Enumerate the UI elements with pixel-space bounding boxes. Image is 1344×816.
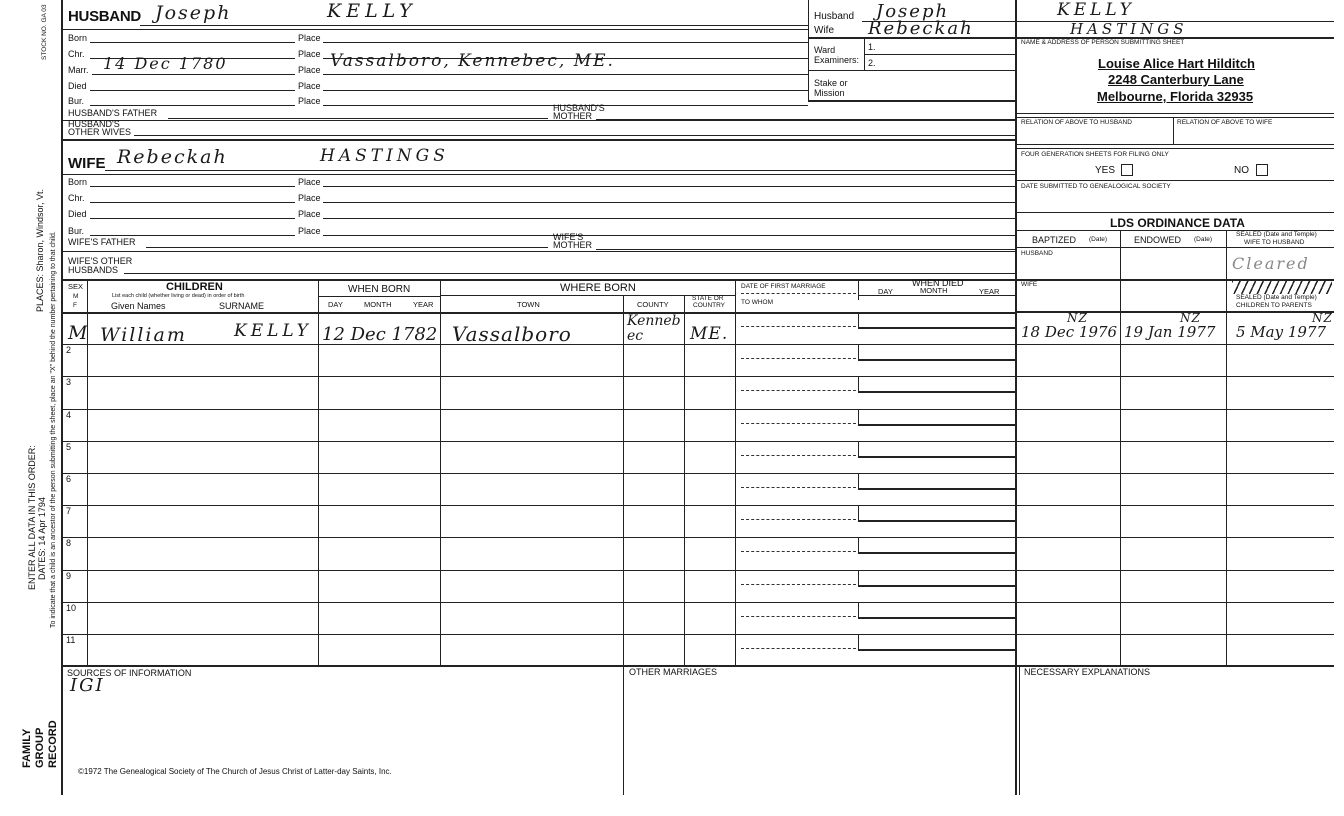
child1-county: Kennebec: [627, 313, 681, 344]
husband-label: HUSBAND: [68, 8, 141, 25]
header-husband-label: Husband: [814, 11, 855, 22]
places-note: PLACES: Sharon, Windsor, Vt.: [35, 188, 45, 312]
row-number: 11: [66, 635, 76, 645]
lds-row-divider: [1016, 602, 1334, 603]
wife-label: WIFE: [68, 155, 106, 172]
four-generation-label: FOUR GENERATION SHEETS FOR FILING ONLY: [1021, 151, 1169, 158]
died-tick: [858, 441, 859, 457]
row-number: 10: [66, 602, 77, 613]
family-label: FAMILY: [21, 728, 33, 768]
marriage-dash: [741, 326, 856, 327]
submitter-street: 2248 Canterbury Lane: [1108, 72, 1244, 87]
row-number: 2: [66, 345, 72, 356]
wife-surname: HASTINGS: [320, 146, 449, 166]
group-label: GROUP: [34, 727, 46, 768]
died-tick: [858, 344, 859, 360]
marriage-date: 14 Dec 1780: [103, 54, 228, 73]
wife-died-label: Died: [68, 209, 87, 219]
husband-chr-label: Chr.: [68, 49, 85, 59]
husband-died-label: Died: [68, 81, 87, 91]
sealed-children-parents-label: CHILDREN TO PARENTS: [1236, 302, 1312, 309]
row-number: 8: [66, 538, 72, 549]
other-marriages-label: OTHER MARRIAGES: [629, 667, 718, 677]
lds-row-divider: [1016, 634, 1334, 635]
lds-row-divider: [1016, 409, 1334, 410]
header-husband-surname: KELLY: [1057, 0, 1135, 20]
husband-father-label: HUSBAND'S FATHER: [68, 108, 158, 118]
sex-header: SEX: [68, 282, 84, 291]
row-number: 7: [66, 506, 72, 517]
submitter-name: Louise Alice Hart Hilditch: [1098, 56, 1255, 71]
child1-sealed-date: 5 May 1977: [1236, 323, 1327, 341]
lds-row-divider: [1016, 570, 1334, 571]
child1-baptized-temple: NZ: [1067, 311, 1088, 325]
record-label: RECORD: [47, 720, 59, 768]
died-line: [858, 520, 1015, 522]
child1-given: William: [100, 324, 187, 346]
necessary-explanations-label: NECESSARY EXPLANATIONS: [1024, 667, 1151, 677]
lds-row-divider: [1016, 473, 1334, 474]
ward-label: Ward: [814, 45, 836, 55]
child1-born-date: 12 Dec 1782: [322, 324, 438, 345]
submitter-city: Melbourne, Florida 32935: [1097, 89, 1254, 104]
row-divider: [62, 344, 1016, 345]
child1-endowed-date: 19 Jan 1977: [1124, 323, 1216, 341]
child1-sealed-temple: NZ: [1312, 311, 1333, 325]
wife-bur-label: Bur.: [68, 226, 85, 236]
husband-bur-label: Bur.: [68, 96, 85, 106]
marriage-dash: [741, 616, 856, 617]
husband-mother-label: MOTHER: [553, 111, 592, 121]
first-marriage-header: DATE OF FIRST MARRIAGE: [741, 283, 826, 290]
surname-header: SURNAME: [219, 301, 265, 311]
husband-surname: KELLY: [327, 0, 417, 22]
died-line: [858, 327, 1015, 329]
died-line: [858, 424, 1015, 426]
when-died-header: WHEN DIED: [912, 278, 964, 288]
enter-note: ENTER ALL DATA IN THIS ORDER:: [27, 445, 37, 590]
marriage-dash: [741, 551, 856, 552]
row-divider: [62, 505, 1016, 506]
header-divider: [808, 0, 809, 100]
row-number: 9: [66, 570, 72, 581]
header-wife-surname: HASTINGS: [1070, 20, 1188, 38]
child1-state: ME.: [690, 324, 729, 344]
died-tick: [858, 570, 859, 586]
row-number: 6: [66, 474, 72, 484]
husband-born-label: Born: [68, 33, 88, 43]
marriage-dash: [741, 487, 856, 488]
lds-row-divider: [1016, 441, 1334, 442]
sealed-hatch: [1232, 280, 1332, 294]
submitter-label: NAME & ADDRESS OF PERSON SUBMITTING SHEET: [1021, 39, 1185, 46]
right-panel-border: [1015, 0, 1017, 795]
row-divider: [62, 409, 1016, 410]
husband-other-wives-label: OTHER WIVES: [68, 127, 132, 137]
marriage-dash: [741, 584, 856, 585]
died-tick: [858, 602, 859, 618]
sources-entry: IGI: [70, 675, 105, 696]
lds-husband-label: HUSBAND: [1021, 250, 1053, 257]
marriage-place: Vassalboro, Kennebec, ME.: [330, 51, 615, 71]
lds-row-divider: [1016, 376, 1334, 377]
date-submitted-label: DATE SUBMITTED TO GENEALOGICAL SOCIETY: [1021, 183, 1171, 190]
wife-father-label: WIFE'S FATHER: [68, 237, 136, 247]
row-divider: [62, 602, 1016, 603]
wife-chr-label: Chr.: [68, 193, 85, 203]
died-tick: [858, 376, 859, 392]
died-line: [858, 456, 1015, 458]
row-divider: [62, 376, 1016, 377]
when-born-header: WHEN BORN: [348, 284, 411, 295]
wife-other-husbands-label: HUSBANDS: [68, 265, 119, 275]
died-line: [858, 359, 1015, 361]
row-number: 5: [66, 441, 72, 452]
died-line: [858, 552, 1015, 554]
died-tick: [858, 505, 859, 521]
row-number: 4: [66, 409, 72, 420]
given-names-header: Given Names: [111, 301, 166, 311]
died-tick: [858, 634, 859, 650]
child1-surname: KELLY: [234, 321, 312, 341]
lds-title: LDS ORDINANCE DATA: [1110, 216, 1245, 230]
endowed-label: ENDOWED: [1134, 235, 1181, 245]
stock-number: STOCK NO. GA 03: [41, 4, 48, 60]
marriage-dash: [741, 648, 856, 649]
died-tick: [858, 409, 859, 425]
husband-marr-label: Marr.: [68, 65, 89, 75]
marriage-dash: [741, 455, 856, 456]
row-divider: [62, 570, 1016, 571]
child1-town: Vassalboro: [452, 322, 572, 346]
child1-sex: M: [68, 322, 88, 344]
to-whom-header: TO WHOM: [741, 299, 774, 306]
marriage-dash: [741, 423, 856, 424]
sealed-wife-husband-label: WIFE TO HUSBAND: [1244, 239, 1305, 246]
baptized-label: BAPTIZED: [1032, 235, 1077, 245]
died-line: [858, 649, 1015, 651]
died-tick: [858, 473, 859, 489]
header-husband-given: Joseph: [876, 1, 950, 22]
marriage-dash: [741, 358, 856, 359]
header-wife-label: Wife: [814, 25, 834, 36]
dates-note: DATES: 14 Apr 1794: [37, 497, 47, 580]
child1-endowed-temple: NZ: [1180, 311, 1201, 325]
row-divider: [62, 473, 1016, 474]
row-divider: [62, 537, 1016, 538]
died-line: [858, 391, 1015, 393]
husband-given-name: Joseph: [155, 2, 232, 24]
examiners-label: Examiners:: [814, 55, 860, 65]
died-tick: [858, 312, 859, 328]
lds-row-divider: [1016, 537, 1334, 538]
wife-mother-label: MOTHER: [553, 240, 592, 250]
sealed-cleared-stamp: Cleared: [1232, 254, 1310, 273]
copyright: ©1972 The Genealogical Society of The Church of Jesus Christ of Latter-day Saints, Inc.: [78, 767, 392, 776]
died-line: [858, 585, 1015, 587]
lds-wife-label: WIFE: [1021, 281, 1038, 288]
died-line: [858, 617, 1015, 619]
died-tick: [858, 537, 859, 553]
lds-row-divider: [1016, 505, 1334, 506]
relation-husband-label: RELATION OF ABOVE TO HUSBAND: [1021, 119, 1132, 126]
stake-label: Mission: [814, 88, 845, 98]
marriage-dash: [741, 390, 856, 391]
ancestor-note: To indicate that a child is an ancestor of the person submitting the sheet, place an "X" behind the number pertaining to that child.: [50, 231, 57, 628]
sources-label: SOURCES OF INFORMATION: [67, 668, 192, 678]
no-label: NO: [1234, 165, 1249, 176]
no-checkbox[interactable]: [1256, 164, 1268, 176]
yes-checkbox[interactable]: [1121, 164, 1133, 176]
died-line: [858, 488, 1015, 490]
lds-row-divider: [1016, 344, 1334, 345]
children-header: CHILDREN: [166, 281, 223, 293]
relation-wife-label: RELATION OF ABOVE TO WIFE: [1177, 119, 1273, 126]
where-born-header: WHERE BORN: [560, 282, 636, 294]
wife-given-name: Rebeckah: [117, 146, 228, 168]
child1-baptized-date: 18 Dec 1976: [1021, 323, 1118, 341]
wife-born-label: Born: [68, 177, 88, 187]
yes-label: YES: [1095, 165, 1116, 176]
row-number: 3: [66, 377, 72, 388]
marriage-dash: [741, 519, 856, 520]
row-divider: [62, 441, 1016, 442]
row-divider: [62, 634, 1016, 635]
header-wife-given: Rebeckah: [868, 18, 974, 39]
